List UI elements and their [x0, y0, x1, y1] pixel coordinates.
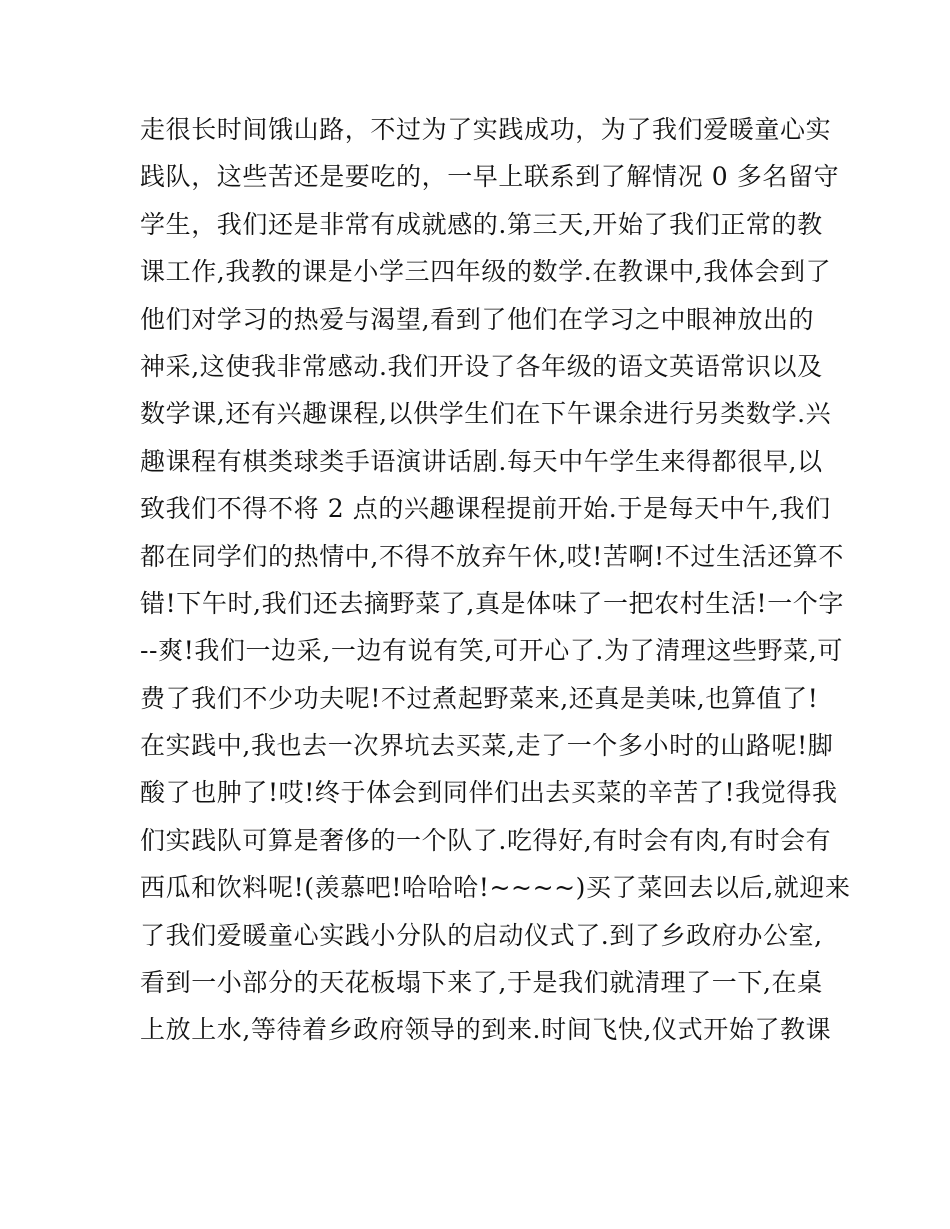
text-line: 践队，这些苦还是要吃的，一早上联系到了解情况 0 多名留守 — [140, 162, 840, 192]
text-line: 都在同学们的热情中,不得不放弃午休,哎!苦啊!不过生活还算不 — [140, 541, 844, 571]
text-line: 课工作,我教的课是小学三四年级的数学.在教课中,我体会到了 — [140, 257, 832, 287]
text-line: 看到一小部分的天花板塌下来了,于是我们就清理了一下,在桌 — [140, 968, 823, 998]
text-line: 酸了也肿了!哎!终于体会到同伴们出去买菜的辛苦了!我觉得我 — [140, 778, 838, 808]
text-line: 们实践队可算是奢侈的一个队了.吃得好,有时会有肉,有时会有 — [140, 825, 832, 855]
text-line: 神采,这使我非常感动.我们开设了各年级的语文英语常识以及 — [140, 351, 823, 381]
text-line: 在实践中,我也去一次界坑去买菜,走了一个多小时的山路呢!脚 — [140, 731, 834, 761]
text-line: 西瓜和饮料呢!(羡慕吧!哈哈哈!~~~~)买了菜回去以后,就迎来 — [140, 873, 851, 903]
text-line: 费了我们不少功夫呢!不过煮起野菜来,还真是美味,也算值了! — [140, 683, 819, 713]
text-line: 他们对学习的热爱与渴望,看到了他们在学习之中眼神放出的 — [140, 304, 815, 334]
body-text — [140, 106, 851, 1054]
text-line: --爽!我们一边采,一边有说有笑,可开心了.为了清理这些野菜,可 — [140, 636, 843, 666]
text-line: 走很长时间饿山路，不过为了实践成功，为了我们爱暖童心实 — [140, 115, 832, 144]
text-line: 上放上水,等待着乡政府领导的到来.时间飞快,仪式开始了教课 — [140, 1015, 832, 1045]
text-line: 错!下午时,我们还去摘野菜了,真是体味了一把农村生活!一个字 — [140, 588, 844, 618]
text-line: 学生，我们还是非常有成就感的.第三天,开始了我们正常的教 — [140, 209, 823, 239]
text-line: 了我们爱暖童心实践小分队的启动仪式了.到了乡政府办公室, — [140, 920, 823, 950]
text-line: 数学课,还有兴趣课程,以供学生们在下午课余进行另类数学.兴 — [140, 399, 832, 429]
text-line: 致我们不得不将 2 点的兴趣课程提前开始.于是每天中午,我们 — [140, 494, 831, 524]
text-line: 趣课程有棋类球类手语演讲话剧.每天中午学生来得都很早,以 — [140, 446, 823, 476]
